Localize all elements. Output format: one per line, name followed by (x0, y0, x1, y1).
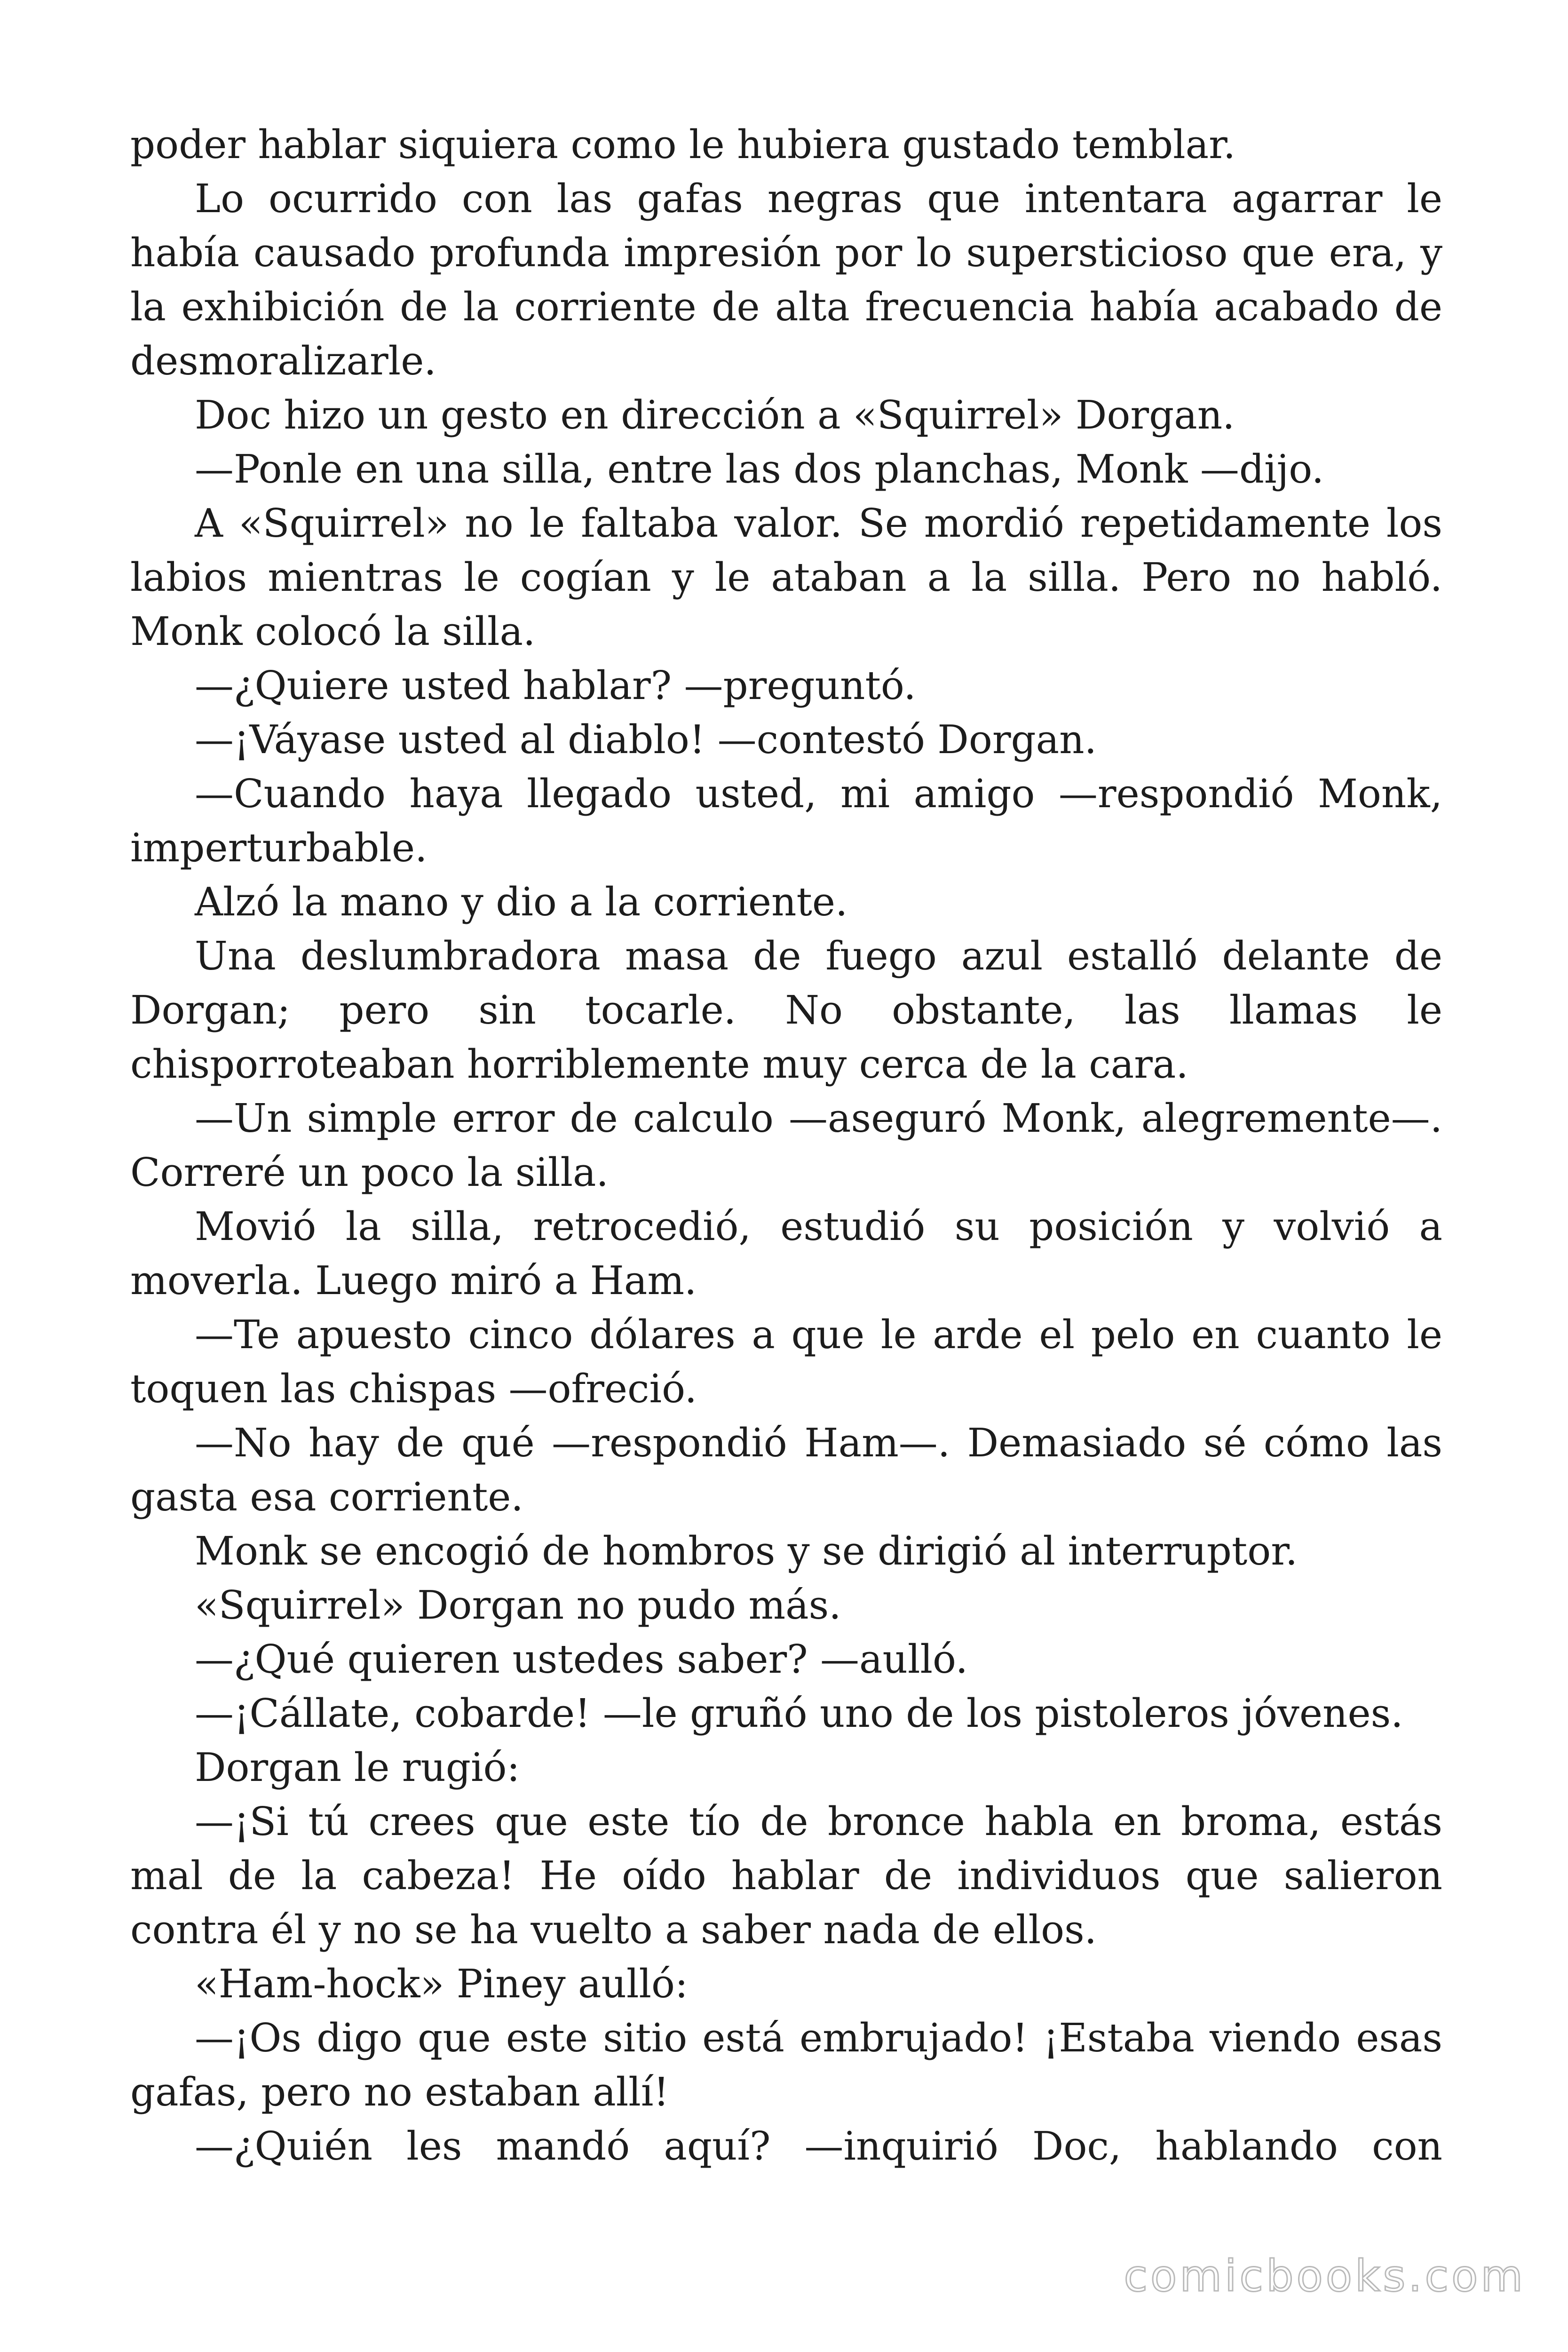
paragraph-18: —¡Cállate, cobarde! —le gruñó uno de los pistoleros jóvenes. (195, 1691, 1403, 1736)
paragraph-1: poder hablar siquiera como le hubiera gustado temblar. (130, 122, 1236, 167)
paragraph-14: —No hay de qué —respondió Ham—. Demasiado sé cómo las gasta esa corriente. (130, 1420, 1442, 1520)
paragraph-22: —¡Os digo que este sitio está embrujado! ¡Estaba viendo esas gafas, pero no estaban allí! (130, 2015, 1442, 2115)
watermark: comicbooks.com (1124, 2251, 1526, 2301)
paragraph-10: Una deslumbradora masa de fuego azul estalló delante de Dorgan; pero sin tocarle. No obstante, las llamas le chisporroteaban horriblemente muy cerca de la cara. (130, 933, 1442, 1087)
paragraph-20: —¡Si tú crees que este tío de bronce habla en broma, estás mal de la cabeza! He oído hablar de individuos que salieron contra él y no se ha vuelto a saber nada de ellos. (130, 1799, 1442, 1953)
paragraph-8: —Cuando haya llegado usted, mi amigo —respondió Monk, imperturbable. (130, 771, 1442, 871)
page-body (130, 118, 1442, 2173)
paragraph-23: —¿Quién les mandó aquí? —inquirió Doc, hablando con (195, 2123, 1442, 2169)
paragraph-11: —Un simple error de calculo —aseguró Monk, alegremente—. Correré un poco la silla. (130, 1096, 1442, 1195)
paragraph-16: «Squirrel» Dorgan no pudo más. (195, 1582, 841, 1628)
paragraph-15: Monk se encogió de hombros y se dirigió al interruptor. (195, 1528, 1298, 1574)
paragraph-7: —¡Váyase usted al diablo! —contestó Dorgan. (195, 717, 1097, 763)
paragraph-17: —¿Qué quieren ustedes saber? —aulló. (195, 1637, 968, 1682)
paragraph-9: Alzó la mano y dio a la corriente. (195, 879, 848, 925)
paragraph-4: —Ponle en una silla, entre las dos planchas, Monk —dijo. (195, 446, 1324, 492)
paragraph-3: Doc hizo un gesto en dirección a «Squirrel» Dorgan. (195, 392, 1235, 438)
paragraph-6: —¿Quiere usted hablar? —preguntó. (195, 663, 916, 708)
paragraph-5: A «Squirrel» no le faltaba valor. Se mordió repetidamente los labios mientras le cogían y le ataban a la silla. Pero no habló. Monk colocó la silla. (130, 501, 1442, 654)
paragraph-2: Lo ocurrido con las gafas negras que intentara agarrar le había causado profunda impresión por lo supersticioso que era, y la exhibición de la corriente de alta frecuencia había acabado de desmoralizarle. (130, 176, 1442, 384)
paragraph-19: Dorgan le rugió: (195, 1745, 520, 1790)
paragraph-13: —Te apuesto cinco dólares a que le arde el pelo en cuanto le toquen las chispas —ofreció. (130, 1312, 1442, 1412)
paragraph-21: «Ham-hock» Piney aulló: (195, 1961, 688, 2007)
paragraph-12: Movió la silla, retrocedió, estudió su posición y volvió a moverla. Luego miró a Ham. (130, 1204, 1442, 1303)
